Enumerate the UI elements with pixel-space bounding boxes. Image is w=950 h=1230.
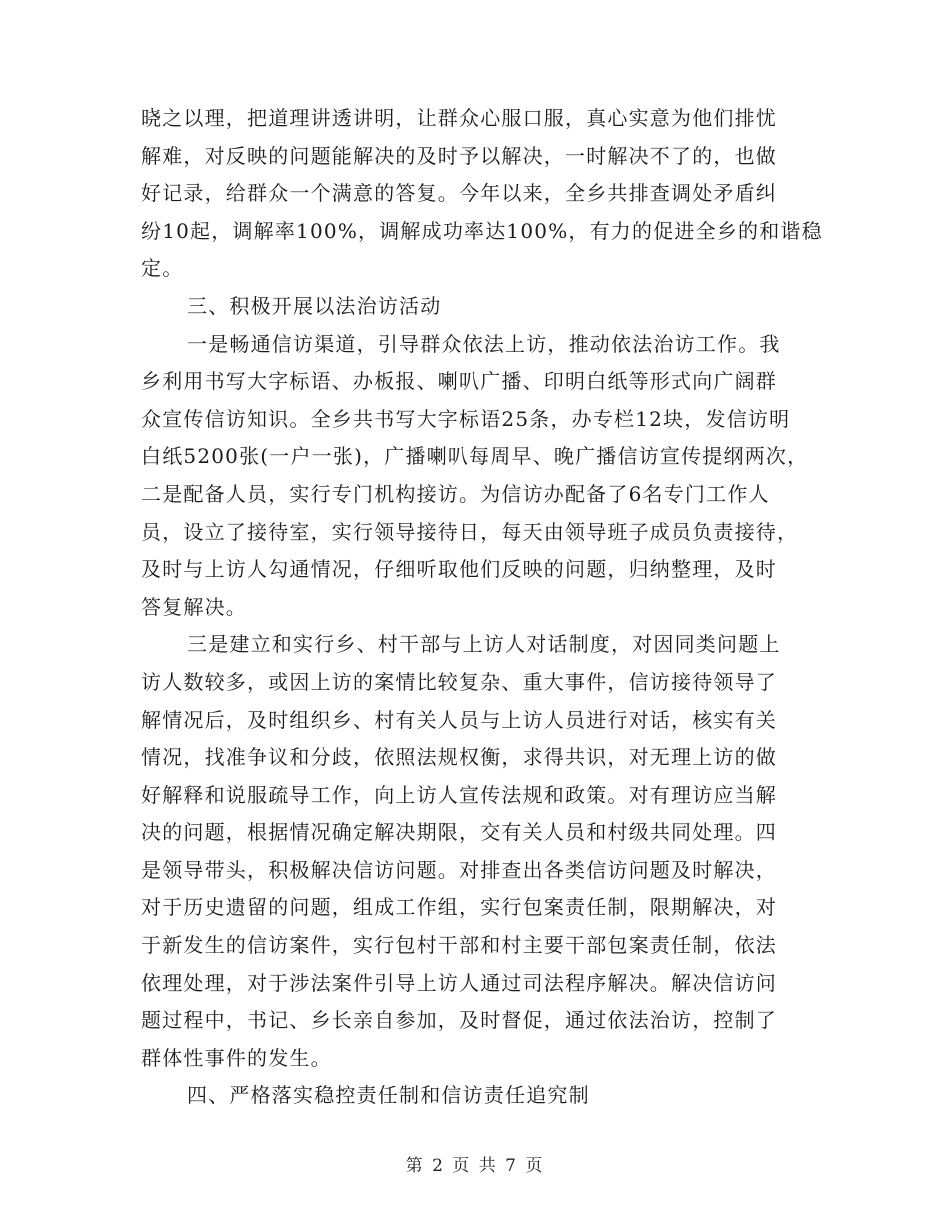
- text-line: 及时与上访人勾通情况，仔细听取他们反映的问题，归纳整理，及时: [141, 557, 777, 582]
- document-body: [141, 100, 823, 1115]
- text-line: 解难，对反映的问题能解决的及时予以解决，一时解决不了的，也做: [141, 143, 777, 168]
- text-line: 访人数较多，或因上访的案情比较复杂、重大事件，信访接待领导了: [141, 669, 777, 694]
- text-line: 对于历史遗留的问题，组成工作组，实行包案责任制，限期解决，对: [141, 895, 777, 920]
- text-line: 二是配备人员，实行专门机构接访。为信访办配备了6名专门工作人: [141, 481, 770, 506]
- text-line: 纷10起，调解率100%，调解成功率达100%，有力的促进全乡的和谐稳: [141, 218, 823, 243]
- section-heading: 三、积极开展以法治访活动: [187, 293, 442, 318]
- text-line: 依理处理，对于涉法案件引导上访人通过司法程序解决。解决信访问: [141, 970, 777, 995]
- text-line: 员，设立了接待室，实行领导接待日，每天由领导班子成员负责接待，: [141, 519, 799, 544]
- text-line: 于新发生的信访案件，实行包村干部和村主要干部包案责任制，依法: [141, 933, 777, 958]
- paragraph-start: 一是畅通信访渠道，引导群众依法上访，推动依法治访工作。我: [187, 331, 781, 356]
- text-line: 决的问题，根据情况确定解决期限，交有关人员和村级共同处理。四: [141, 820, 777, 845]
- paragraph-start: 三是建立和实行乡、村干部与上访人对话制度，对因同类问题上: [187, 632, 781, 657]
- text-line: 好解释和说服疏导工作，向上访人宣传法规和政策。对有理访应当解: [141, 782, 777, 807]
- text-line: 定。: [141, 256, 184, 281]
- section-heading: 四、严格落实稳控责任制和信访责任追究制: [187, 1083, 590, 1108]
- text-line: 情况，找准争议和分歧，依照法规权衡，求得共识，对无理上访的做: [141, 745, 777, 770]
- page-footer: 第 2 页 共 7 页: [405, 1156, 545, 1176]
- text-line: 答复解决。: [141, 594, 247, 619]
- text-line: 好记录，给群众一个满意的答复。今年以来，全乡共排查调处矛盾纠: [141, 181, 777, 206]
- text-line: 解情况后，及时组织乡、村有关人员与上访人员进行对话，核实有关: [141, 707, 777, 732]
- text-line: 众宣传信访知识。全乡共书写大字标语25条，办专栏12块，发信访明: [141, 406, 791, 431]
- text-line: 乡利用书写大字标语、办板报、喇叭广播、印明白纸等形式向广阔群: [141, 369, 777, 394]
- text-line: 白纸5200张(一户一张)，广播喇叭每周早、晚广播信访宣传提纲两次，: [141, 444, 809, 469]
- text-line: 群体性事件的发生。: [141, 1045, 332, 1070]
- text-line: 是领导带头，积极解决信访问题。对排查出各类信访问题及时解决，: [141, 857, 777, 882]
- text-line: 晓之以理，把道理讲透讲明，让群众心服口服，真心实意为他们排忧: [141, 106, 777, 130]
- text-line: 题过程中，书记、乡长亲自参加，及时督促，通过依法治访，控制了: [141, 1008, 777, 1033]
